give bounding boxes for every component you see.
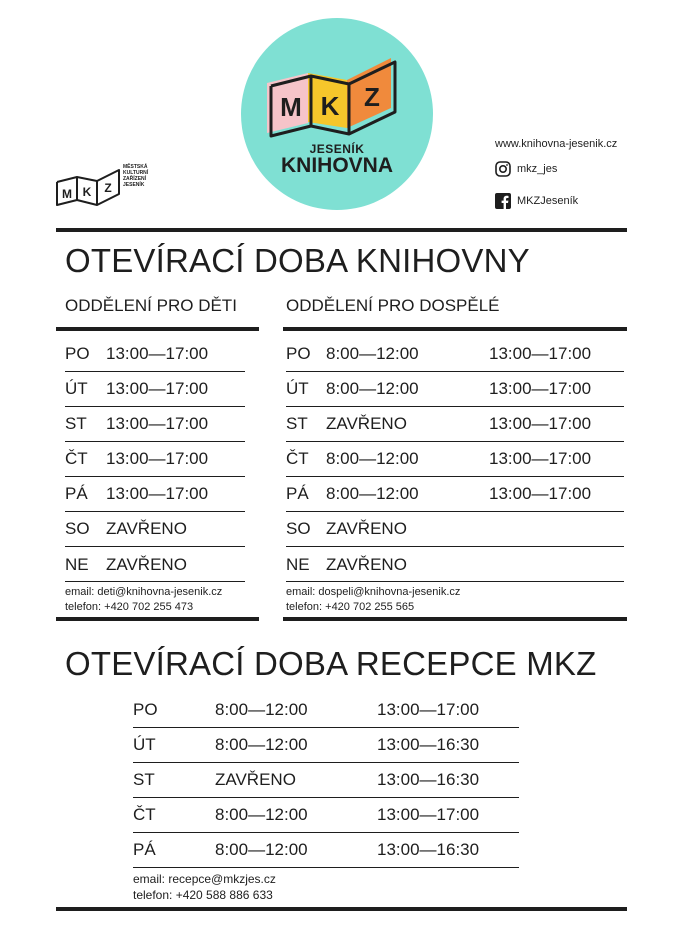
- table-row: [133, 798, 519, 833]
- children-separator: [65, 581, 245, 582]
- table-row: [65, 407, 245, 442]
- day: ST: [133, 770, 155, 789]
- day: ČT: [65, 449, 88, 468]
- adults-contact: [286, 585, 460, 615]
- day: NE: [65, 554, 89, 574]
- time: ZAVŘENO: [106, 519, 187, 538]
- day: PO: [65, 344, 90, 363]
- instagram-link[interactable]: [495, 160, 557, 178]
- small-logo-line: JESENÍK: [123, 182, 145, 188]
- time-morning: ZAVŘENO: [215, 770, 296, 789]
- day: ST: [286, 414, 308, 433]
- time: 13:00—17:00: [106, 414, 209, 433]
- table-row: [286, 407, 624, 442]
- time-afternoon: 13:00—16:30: [377, 770, 480, 789]
- day: PO: [286, 344, 311, 363]
- small-logo-text: [123, 164, 183, 188]
- time-morning: ZAVŘENO: [326, 414, 407, 433]
- day: NE: [286, 554, 310, 574]
- instagram-handle: mkz_jes: [517, 163, 558, 175]
- library-title: OTEVÍRACÍ DOBA KNIHOVNY: [65, 242, 530, 279]
- time-afternoon: 13:00—17:00: [377, 805, 480, 824]
- mkz-logo-graphic: [241, 18, 433, 210]
- logo-title: KNIHOVNA: [280, 154, 393, 177]
- reception-email[interactable]: email: recepce@mkzjes.cz: [133, 872, 276, 886]
- instagram-icon: [495, 161, 511, 177]
- time: ZAVŘENO: [106, 554, 187, 574]
- table-row: [286, 512, 624, 547]
- time-morning: 8:00—12:00: [215, 840, 308, 859]
- time-afternoon: 13:00—16:30: [377, 840, 480, 859]
- table-row: [65, 512, 245, 547]
- small-logo-line: MĚSTSKÁ: [123, 164, 148, 170]
- time: 13:00—17:00: [106, 449, 209, 468]
- adults-dept-title: ODDĚLENÍ PRO DOSPĚLÉ: [286, 296, 500, 315]
- time: 13:00—17:00: [106, 379, 209, 398]
- day: SO: [65, 519, 90, 538]
- adults-rule-bottom: [283, 617, 627, 621]
- time-morning: 8:00—12:00: [326, 484, 419, 503]
- table-row: [133, 728, 519, 763]
- table-row: [133, 833, 519, 868]
- time: 13:00—17:00: [106, 484, 209, 503]
- day: PO: [133, 700, 158, 719]
- reception-phone[interactable]: telefon: +420 588 886 633: [133, 888, 273, 902]
- table-row: [286, 547, 624, 582]
- children-contact: [65, 585, 222, 615]
- children-rule-bottom: [56, 617, 259, 621]
- day: SO: [286, 519, 311, 538]
- time-morning: 8:00—12:00: [215, 735, 308, 754]
- time-afternoon: 13:00—17:00: [489, 414, 592, 433]
- adults-email[interactable]: email: dospeli@knihovna-jesenik.cz: [286, 586, 461, 598]
- day: PÁ: [286, 484, 309, 503]
- time-afternoon: 13:00—17:00: [489, 484, 592, 503]
- time-morning: 8:00—12:00: [215, 700, 308, 719]
- children-schedule: [65, 337, 245, 582]
- children-email[interactable]: email: deti@knihovna-jesenik.cz: [65, 586, 223, 598]
- logo-letter-z: Z: [364, 82, 380, 112]
- top-rule: [56, 228, 627, 232]
- time-morning: 8:00—12:00: [326, 379, 419, 398]
- reception-title: OTEVÍRACÍ DOBA RECEPCE MKZ: [65, 645, 597, 682]
- table-row: [65, 372, 245, 407]
- logo-letter-m: M: [280, 92, 302, 122]
- time-morning: 8:00—12:00: [326, 344, 419, 363]
- reception-schedule: [133, 693, 519, 868]
- day: PÁ: [65, 484, 88, 503]
- adults-phone[interactable]: telefon: +420 702 255 565: [286, 601, 415, 613]
- small-logo-letter-k: K: [82, 185, 92, 199]
- table-row: [65, 477, 245, 512]
- time-morning: ZAVŘENO: [326, 519, 407, 538]
- table-row: [65, 442, 245, 477]
- day: ČT: [286, 449, 309, 468]
- reception-contact: [133, 871, 276, 903]
- day: ÚT: [286, 379, 309, 398]
- children-rule-top: [56, 327, 259, 331]
- time-afternoon: 13:00—17:00: [489, 344, 592, 363]
- website-link[interactable]: www.knihovna-jesenik.cz: [495, 138, 618, 150]
- time-afternoon: 13:00—17:00: [489, 449, 592, 468]
- table-row: [65, 547, 245, 582]
- small-logo-line: ZAŘÍZENÍ: [123, 176, 147, 182]
- table-row: [286, 477, 624, 512]
- small-logo-line: KULTURNÍ: [123, 170, 149, 176]
- time-morning: ZAVŘENO: [326, 554, 407, 574]
- children-phone[interactable]: telefon: +420 702 255 473: [65, 601, 194, 613]
- adults-separator: [286, 581, 624, 582]
- table-row: [133, 693, 519, 728]
- day: PÁ: [133, 840, 156, 859]
- time-afternoon: 13:00—17:00: [489, 379, 592, 398]
- logo-letter-k: K: [320, 91, 340, 121]
- table-row: [65, 337, 245, 372]
- adults-schedule: [286, 337, 624, 582]
- day: ÚT: [65, 379, 88, 398]
- time-morning: 8:00—12:00: [326, 449, 419, 468]
- small-logo-letter-m: M: [62, 187, 72, 201]
- children-dept-title: ODDĚLENÍ PRO DĚTI: [65, 296, 237, 315]
- facebook-link[interactable]: [495, 192, 578, 210]
- time-morning: 8:00—12:00: [215, 805, 308, 824]
- logo-city: JESENÍK: [309, 142, 365, 156]
- logo-circle: [241, 18, 433, 210]
- table-row: [286, 372, 624, 407]
- table-row: [286, 337, 624, 372]
- facebook-icon: [495, 193, 511, 209]
- time: 13:00—17:00: [106, 344, 209, 363]
- day: ČT: [133, 805, 156, 824]
- day: ÚT: [133, 735, 156, 754]
- bottom-rule: [56, 907, 627, 911]
- table-row: [286, 442, 624, 477]
- day: ST: [65, 414, 87, 433]
- table-row: [133, 763, 519, 798]
- time-afternoon: 13:00—16:30: [377, 735, 480, 754]
- small-logo-letter-z: Z: [104, 181, 112, 195]
- time-afternoon: 13:00—17:00: [377, 700, 480, 719]
- facebook-handle: MKZJeseník: [517, 195, 579, 207]
- adults-rule-top: [283, 327, 627, 331]
